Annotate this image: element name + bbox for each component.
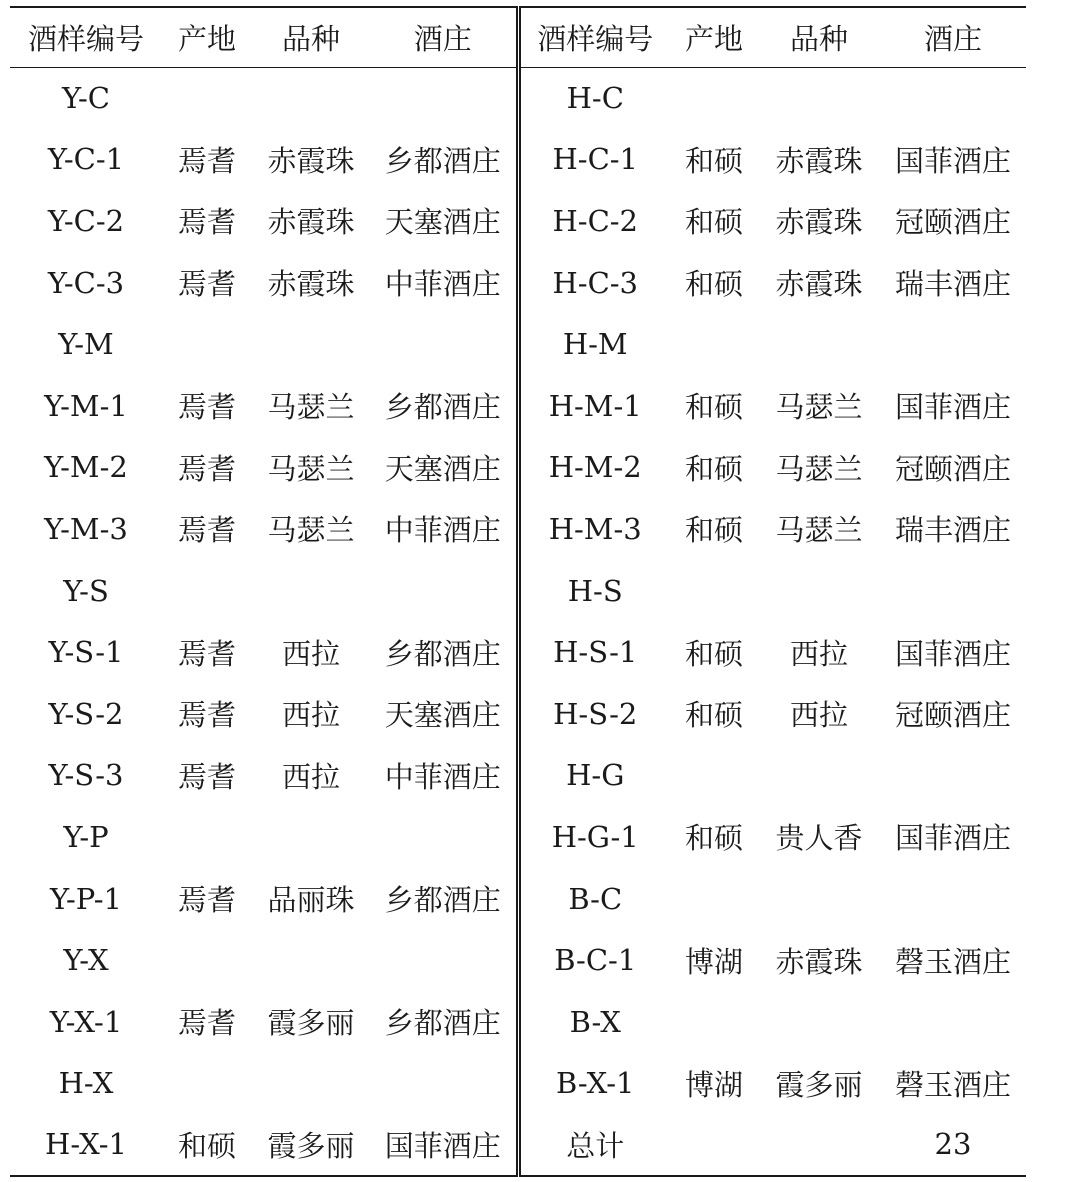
right-sample-id-cell: H-G	[566, 758, 625, 793]
right-origin-cell	[670, 67, 758, 129]
left-variety-cell	[252, 560, 370, 622]
left-origin-cell: 焉耆	[177, 143, 236, 178]
right-variety-cell: 西拉	[789, 636, 848, 671]
right-winery-cell: 国菲酒庄	[894, 390, 1011, 425]
table-row	[10, 375, 1026, 437]
right-sample-id-cell: H-S-2	[553, 696, 638, 731]
left-sample-id-cell: Y-C-2	[47, 203, 125, 238]
right-origin-cell: 和硕	[684, 267, 743, 302]
left-variety-cell	[252, 313, 370, 375]
left-origin-cell: 焉耆	[177, 205, 236, 240]
right-variety-cell: 赤霞珠	[775, 944, 863, 979]
left-winery-cell	[370, 929, 518, 991]
header-winery-right: 酒庄	[880, 7, 1026, 67]
right-winery-cell	[880, 745, 1026, 807]
right-variety-cell: 马瑟兰	[775, 513, 863, 548]
left-winery-cell: 天塞酒庄	[370, 683, 518, 745]
right-winery-cell	[880, 560, 1026, 622]
left-winery-cell: 天塞酒庄	[370, 190, 518, 252]
left-winery-cell	[370, 313, 518, 375]
left-winery-cell: 国菲酒庄	[370, 1114, 518, 1176]
right-winery-cell: 磬玉酒庄	[894, 944, 1011, 979]
left-origin-cell: 焉耆	[177, 267, 236, 302]
right-variety-cell	[758, 1114, 880, 1176]
right-origin-cell: 和硕	[684, 513, 743, 548]
header-origin-right: 产地	[670, 7, 758, 67]
right-variety-cell	[758, 67, 880, 129]
right-variety-cell: 赤霞珠	[775, 205, 863, 240]
left-sample-id-cell: Y-X-1	[49, 1004, 123, 1039]
left-variety-cell: 赤霞珠	[267, 143, 355, 178]
left-sample-id-cell: Y-M	[58, 327, 114, 362]
right-origin-cell	[670, 868, 758, 930]
left-variety-cell	[252, 806, 370, 868]
right-sample-id-cell: H-M-1	[548, 388, 642, 423]
left-winery-cell: 乡都酒庄	[370, 375, 518, 437]
left-variety-cell: 霞多丽	[252, 1114, 370, 1176]
left-sample-id-cell: Y-S	[63, 573, 109, 608]
left-winery-cell: 乡都酒庄	[370, 129, 518, 191]
left-winery-cell: 中菲酒庄	[370, 498, 518, 560]
left-origin-cell	[162, 1053, 252, 1115]
right-winery-cell: 冠颐酒庄	[894, 205, 1011, 240]
table-row	[10, 313, 1026, 375]
left-origin-cell: 焉耆	[177, 390, 236, 425]
right-sample-id-cell: H-C-2	[552, 203, 639, 238]
left-sample-id-cell: Y-S-3	[48, 758, 124, 793]
left-variety-cell: 霞多丽	[267, 1006, 355, 1041]
right-sample-id-cell: B-C-1	[554, 943, 637, 978]
wine-sample-table	[10, 6, 1026, 1177]
right-winery-cell	[880, 868, 1026, 930]
right-sample-id-cell: H-C	[566, 81, 624, 116]
left-variety-cell: 西拉	[281, 759, 340, 794]
table-header	[10, 7, 1026, 67]
right-origin-cell: 和硕	[684, 636, 743, 671]
left-sample-id-cell: Y-C-1	[47, 142, 125, 177]
right-winery-cell: 国菲酒庄	[894, 143, 1011, 178]
left-variety-cell: 赤霞珠	[267, 205, 355, 240]
left-variety-cell: 品丽珠	[267, 883, 355, 918]
left-winery-cell: 天塞酒庄	[370, 437, 518, 499]
table-row	[10, 129, 1026, 191]
right-variety-cell	[758, 745, 880, 807]
left-origin-cell: 和硕	[162, 1114, 252, 1176]
left-origin-cell: 焉耆	[177, 451, 236, 486]
right-variety-cell	[758, 560, 880, 622]
left-sample-id-cell: Y-C	[62, 81, 110, 116]
table-row	[10, 683, 1026, 745]
left-winery-cell: 乡都酒庄	[370, 991, 518, 1053]
left-winery-cell: 乡都酒庄	[370, 621, 518, 683]
right-variety-cell: 马瑟兰	[775, 451, 863, 486]
table-row	[10, 806, 1026, 868]
left-variety-cell: 马瑟兰	[267, 513, 355, 548]
right-variety-cell: 霞多丽	[775, 1067, 863, 1102]
right-sample-id-cell: H-S	[567, 573, 623, 608]
left-winery-cell: 乡都酒庄	[370, 868, 518, 930]
left-origin-cell: 焉耆	[177, 1006, 236, 1041]
right-origin-cell: 和硕	[684, 698, 743, 733]
right-winery-cell: 瑞丰酒庄	[894, 267, 1011, 302]
left-sample-id-cell: Y-C-3	[47, 265, 125, 300]
right-winery-cell	[880, 313, 1026, 375]
header-sample-id: 酒样编号	[10, 7, 162, 67]
left-variety-cell	[252, 67, 370, 129]
header-winery: 酒庄	[370, 7, 518, 67]
table-row	[10, 745, 1026, 807]
table-body	[10, 67, 1026, 1176]
left-winery-cell: 中菲酒庄	[370, 745, 518, 807]
left-variety-cell: 赤霞珠	[267, 267, 355, 302]
left-origin-cell: 焉耆	[177, 636, 236, 671]
right-winery-cell: 瑞丰酒庄	[894, 513, 1011, 548]
table-row	[10, 1053, 1026, 1115]
table-row	[10, 868, 1026, 930]
right-variety-cell: 赤霞珠	[775, 267, 863, 302]
left-sample-id-cell: H-X-1	[10, 1114, 162, 1176]
left-origin-cell	[162, 929, 252, 991]
left-variety-cell: 西拉	[281, 636, 340, 671]
right-variety-cell: 贵人香	[775, 821, 863, 856]
right-origin-cell	[670, 991, 758, 1053]
left-winery-cell	[370, 560, 518, 622]
left-origin-cell: 焉耆	[177, 698, 236, 733]
right-origin-cell	[670, 1114, 758, 1176]
right-winery-cell: 冠颐酒庄	[894, 451, 1011, 486]
header-row	[10, 7, 1026, 67]
left-variety-cell: 马瑟兰	[267, 390, 355, 425]
table-row	[10, 67, 1026, 129]
table-row	[10, 252, 1026, 314]
left-origin-cell	[162, 560, 252, 622]
right-sample-id-cell: B-C	[568, 881, 623, 916]
left-sample-id-cell: Y-S-1	[48, 635, 124, 670]
left-winery-cell	[370, 806, 518, 868]
left-winery-cell	[370, 1053, 518, 1115]
right-origin-cell	[670, 745, 758, 807]
header-variety: 品种	[252, 7, 370, 67]
wine-sample-table-container	[10, 6, 1026, 1166]
left-sample-id-cell: Y-M-1	[44, 388, 128, 423]
left-origin-cell: 焉耆	[177, 759, 236, 794]
left-variety-cell: 西拉	[281, 698, 340, 733]
right-variety-cell: 马瑟兰	[775, 390, 863, 425]
right-origin-cell: 博湖	[684, 944, 743, 979]
right-winery-cell: 国菲酒庄	[894, 821, 1011, 856]
right-winery-cell: 23	[880, 1114, 1026, 1176]
left-origin-cell: 焉耆	[177, 513, 236, 548]
left-sample-id-cell: H-X	[58, 1066, 114, 1101]
right-variety-cell: 西拉	[789, 698, 848, 733]
left-sample-id-cell: Y-P-1	[50, 881, 122, 916]
right-winery-cell: 国菲酒庄	[894, 636, 1011, 671]
right-variety-cell	[758, 991, 880, 1053]
right-origin-cell	[670, 313, 758, 375]
right-sample-id-cell: H-M	[562, 327, 628, 362]
left-sample-id-cell: Y-S-2	[48, 696, 124, 731]
right-origin-cell: 和硕	[684, 205, 743, 240]
right-variety-cell: 赤霞珠	[775, 143, 863, 178]
right-origin-cell: 博湖	[684, 1067, 743, 1102]
right-origin-cell	[670, 560, 758, 622]
right-sample-id-cell: H-C-1	[552, 142, 639, 177]
right-winery-cell	[880, 67, 1026, 129]
right-sample-id-cell: B-X	[569, 1004, 621, 1039]
left-origin-cell: 焉耆	[177, 883, 236, 918]
header-sample-id-right: 酒样编号	[518, 7, 670, 67]
right-sample-id-cell: H-S-1	[553, 635, 638, 670]
table-row	[10, 498, 1026, 560]
right-variety-cell	[758, 868, 880, 930]
left-winery-cell	[370, 67, 518, 129]
right-sample-id-cell: H-M-2	[548, 450, 642, 485]
right-origin-cell: 和硕	[684, 821, 743, 856]
table-row	[10, 929, 1026, 991]
right-winery-cell	[880, 991, 1026, 1053]
left-origin-cell	[162, 806, 252, 868]
header-variety-right: 品种	[758, 7, 880, 67]
right-origin-cell: 和硕	[684, 143, 743, 178]
table-row	[10, 621, 1026, 683]
right-sample-id-cell: H-G-1	[551, 819, 639, 854]
right-origin-cell: 和硕	[684, 451, 743, 486]
table-row	[10, 991, 1026, 1053]
right-variety-cell	[758, 313, 880, 375]
right-sample-id-cell: B-X-1	[556, 1066, 635, 1101]
left-sample-id-cell: Y-M-2	[44, 450, 128, 485]
left-sample-id-cell: Y-X	[63, 943, 109, 978]
table-row	[10, 560, 1026, 622]
left-variety-cell	[252, 929, 370, 991]
table-row	[10, 437, 1026, 499]
right-sample-id-cell: 总计	[518, 1114, 670, 1176]
left-origin-cell	[162, 67, 252, 129]
header-origin: 产地	[162, 7, 252, 67]
right-sample-id-cell: H-M-3	[548, 511, 642, 546]
left-winery-cell: 中菲酒庄	[370, 252, 518, 314]
left-variety-cell: 马瑟兰	[267, 451, 355, 486]
left-origin-cell	[162, 313, 252, 375]
right-sample-id-cell: H-C-3	[552, 265, 639, 300]
right-winery-cell: 磬玉酒庄	[894, 1067, 1011, 1102]
left-variety-cell	[252, 1053, 370, 1115]
right-origin-cell: 和硕	[684, 390, 743, 425]
right-winery-cell: 冠颐酒庄	[894, 698, 1011, 733]
table-row	[10, 190, 1026, 252]
left-sample-id-cell: Y-M-3	[44, 511, 128, 546]
table-row	[10, 1114, 1026, 1176]
left-sample-id-cell: Y-P	[63, 819, 109, 854]
